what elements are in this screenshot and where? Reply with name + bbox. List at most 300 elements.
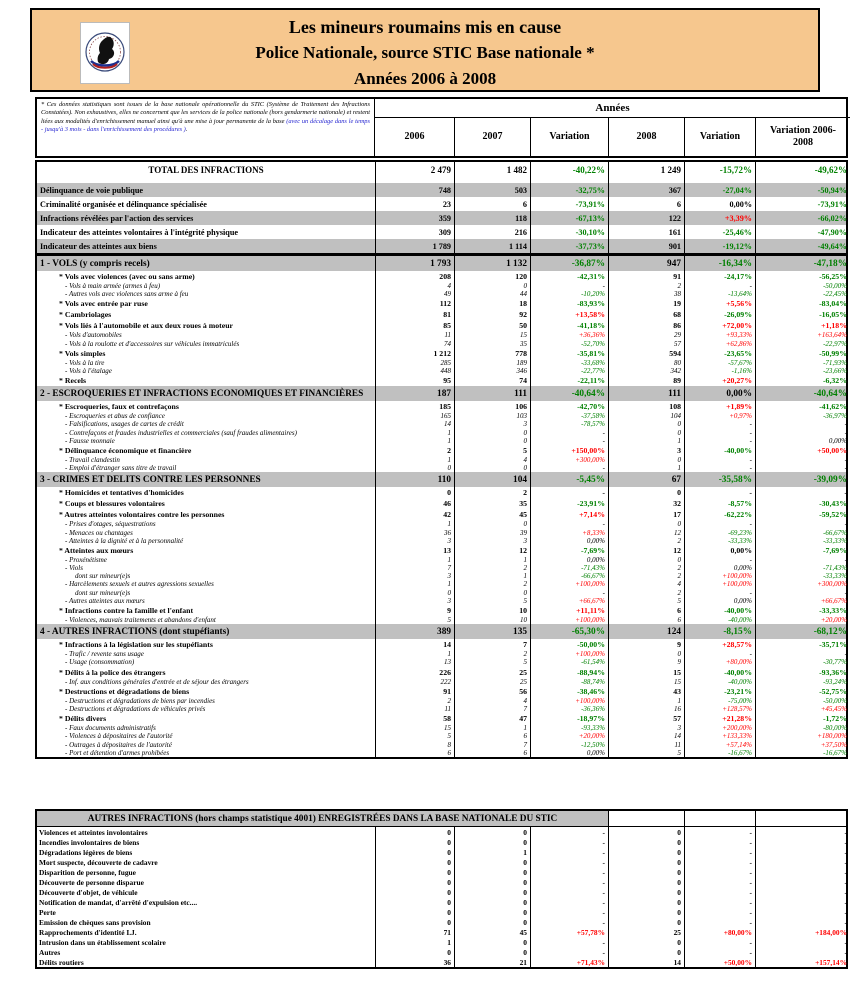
- value-2008: 80: [608, 359, 684, 367]
- variation-0607: -: [530, 907, 608, 917]
- variation-0607: -61,54%: [530, 658, 608, 666]
- value-2008: 14: [608, 732, 684, 740]
- variation-0708: -: [684, 857, 755, 867]
- variation-0607: +100,00%: [530, 616, 608, 624]
- value-2007: 2: [454, 650, 530, 658]
- variation-0607: +100,00%: [530, 697, 608, 705]
- variation-0607: -93,33%: [530, 724, 608, 732]
- value-2008: 5: [608, 749, 684, 757]
- table-row: [37, 705, 846, 713]
- variation-0708: -: [684, 420, 755, 428]
- variation-0608: -49,64%: [755, 239, 850, 253]
- table-row: [37, 520, 846, 528]
- value-2006: 13: [375, 658, 454, 666]
- value-2006: 9: [375, 605, 454, 616]
- years-header: Années: [375, 99, 850, 118]
- variation-0607: -: [530, 947, 608, 957]
- row-label: dont sur mineur(e)s: [75, 588, 131, 597]
- variation-0607: +57,78%: [530, 927, 608, 937]
- value-2006: 42: [375, 509, 454, 520]
- variation-0708: -: [684, 520, 755, 528]
- variation-0708: -19,12%: [684, 239, 755, 253]
- variation-0708: -75,00%: [684, 697, 755, 705]
- variation-0608: -30,43%: [755, 498, 850, 509]
- value-2008: 0: [608, 897, 684, 907]
- value-2007: 103: [454, 412, 530, 420]
- value-2008: 0: [608, 887, 684, 897]
- table-row: [37, 837, 846, 847]
- row-label: - Harcèlements sexuels et autres agressions sexuelles: [65, 580, 214, 589]
- variation-0608: 0,00%: [755, 437, 850, 445]
- variation-0708: -: [684, 429, 755, 437]
- value-2007: 45: [454, 509, 530, 520]
- variation-0608: -23,66%: [755, 367, 850, 375]
- variation-0608: +66,67%: [755, 597, 850, 605]
- value-2006: 226: [375, 667, 454, 678]
- value-2006: 0: [375, 947, 454, 957]
- variation-0607: -22,11%: [530, 375, 608, 386]
- table-row: [37, 545, 846, 556]
- table-row: [37, 572, 846, 580]
- value-2008: 6: [608, 605, 684, 616]
- variation-0607: -33,68%: [530, 359, 608, 367]
- value-2007: 5: [454, 597, 530, 605]
- value-2008: 32: [608, 498, 684, 509]
- value-2007: 346: [454, 367, 530, 375]
- table-row: [37, 537, 846, 545]
- row-label: Autres: [39, 947, 61, 957]
- value-2008: 2: [608, 564, 684, 572]
- variation-0608: -: [755, 897, 850, 907]
- page-subtitle: Police Nationale, source STIC Base nationale *: [255, 43, 595, 62]
- variation-0708: -: [684, 437, 755, 445]
- variation-0608: -: [755, 650, 850, 658]
- row-label: - Vols à main armée (armes à feu): [65, 282, 161, 291]
- variation-0607: -40,22%: [530, 162, 608, 178]
- value-2006: 3: [375, 572, 454, 580]
- value-2008: 0: [608, 917, 684, 927]
- table-row: [37, 639, 846, 650]
- value-2007: 2: [454, 487, 530, 498]
- table-row: [37, 857, 846, 867]
- table-row: [37, 713, 846, 724]
- header-banner: [30, 8, 820, 92]
- variation-0708: -: [684, 282, 755, 290]
- column-headers: [375, 118, 850, 156]
- variation-0608: -83,04%: [755, 298, 850, 309]
- variation-0708: -35,58%: [684, 472, 755, 487]
- variation-0608: +300,00%: [755, 580, 850, 588]
- table-row: [37, 162, 846, 178]
- table-row: [37, 225, 846, 239]
- value-2006: 0: [375, 847, 454, 857]
- variation-0608: -40,64%: [755, 386, 850, 401]
- variation-0708: +50,00%: [684, 957, 755, 967]
- value-2008: 15: [608, 678, 684, 686]
- variation-0607: +100,00%: [530, 650, 608, 658]
- value-2006: 3: [375, 537, 454, 545]
- value-2007: 216: [454, 225, 530, 239]
- value-2006: 1: [375, 456, 454, 464]
- table-row: [37, 420, 846, 428]
- table-row: [37, 947, 846, 957]
- value-2006: 0: [375, 827, 454, 837]
- row-label: - Falsifications, usages de cartes de crédit: [65, 420, 184, 429]
- table-row: [37, 732, 846, 740]
- variation-0608: +1,18%: [755, 320, 850, 331]
- value-2008: 67: [608, 472, 684, 487]
- table-row: [37, 847, 846, 857]
- value-2007: 0: [454, 520, 530, 528]
- table-row: [37, 877, 846, 887]
- variation-0708: -40,00%: [684, 445, 755, 456]
- value-2006: 187: [375, 386, 454, 401]
- variation-0708: -: [684, 947, 755, 957]
- row-label: * Recels: [59, 376, 87, 386]
- value-2006: 359: [375, 211, 454, 225]
- value-2007: 1: [454, 724, 530, 732]
- variation-0607: -: [530, 937, 608, 947]
- table-row: [37, 917, 846, 927]
- variation-0607: -35,81%: [530, 348, 608, 359]
- value-2006: 222: [375, 678, 454, 686]
- variation-0608: +50,00%: [755, 445, 850, 456]
- value-2007: 2: [454, 580, 530, 588]
- value-2006: 1 789: [375, 239, 454, 253]
- empty-cell: [684, 811, 755, 826]
- row-label: Incendies involontaires de biens: [39, 837, 140, 847]
- row-label: * Atteintes aux mœurs: [59, 545, 134, 555]
- variation-0607: -: [530, 827, 608, 837]
- row-label: - Vols à la roulotte et d'accessoires sur véhicules immatriculés: [65, 339, 240, 348]
- variation-0607: +13,58%: [530, 309, 608, 320]
- value-2008: 0: [608, 827, 684, 837]
- variation-0608: -35,71%: [755, 639, 850, 650]
- value-2007: 5: [454, 445, 530, 456]
- value-2006: 74: [375, 340, 454, 348]
- variation-0607: -88,94%: [530, 667, 608, 678]
- value-2006: 1: [375, 437, 454, 445]
- value-2006: 1 212: [375, 348, 454, 359]
- variation-0608: +45,45%: [755, 705, 850, 713]
- variation-0708: -57,67%: [684, 359, 755, 367]
- value-2007: 10: [454, 616, 530, 624]
- variation-0608: -: [755, 907, 850, 917]
- variation-0608: -: [755, 420, 850, 428]
- variation-0608: -30,77%: [755, 658, 850, 666]
- row-label: * Vols avec violences (avec ou sans arme): [59, 272, 195, 281]
- variation-0607: -40,64%: [530, 386, 608, 401]
- value-2008: 9: [608, 639, 684, 650]
- row-label: dont sur mineur(e)s: [75, 572, 131, 581]
- variation-0607: +71,43%: [530, 957, 608, 967]
- value-2008: 901: [608, 239, 684, 253]
- variation-0608: -49,62%: [755, 162, 850, 178]
- variation-0608: -: [755, 464, 850, 472]
- row-label: - Proxénétisme: [65, 555, 107, 564]
- variation-0608: -: [755, 877, 850, 887]
- row-label: Intrusion dans un établissement scolaire: [39, 937, 166, 947]
- table-row: [37, 320, 846, 331]
- table-row: [37, 528, 846, 536]
- table-row: [37, 367, 846, 375]
- value-2006: 1: [375, 650, 454, 658]
- value-2007: 21: [454, 957, 530, 967]
- variation-0608: +20,00%: [755, 616, 850, 624]
- other-infractions-table: [35, 809, 848, 969]
- value-2007: 35: [454, 498, 530, 509]
- stic-footnote: * Ces données statistiques sont issues de la base nationale opérationnelle du STIC (Système de Traitement des Infractions Constatées). Non exhaustives, elles ne concernent que les services de la police nationale (hors gendarmerie nationale) et restent liées aux modalités d'enrichissement manuel ainsi qu'à une mise à jour permanente de la base (avec un décalage dans le temps - jusqu'à 3 mois - dans l'enrichissement des procédures ).: [37, 99, 375, 156]
- variation-0607: -7,69%: [530, 545, 608, 556]
- value-2008: 0: [608, 456, 684, 464]
- value-2008: 19: [608, 298, 684, 309]
- row-label: * Infractions contre la famille et l'enfant: [59, 605, 194, 615]
- variation-0608: -: [755, 827, 850, 837]
- value-2007: 111: [454, 386, 530, 401]
- variation-0607: +100,00%: [530, 580, 608, 588]
- value-2008: 2: [608, 282, 684, 290]
- variation-0608: -16,67%: [755, 749, 850, 757]
- value-2007: 7: [454, 740, 530, 748]
- value-2007: 0: [454, 837, 530, 847]
- variation-0607: -: [530, 897, 608, 907]
- section-header-row: [37, 624, 846, 639]
- variation-0607: -42,31%: [530, 271, 608, 282]
- summary-table: [35, 160, 848, 255]
- variation-0708: -: [684, 837, 755, 847]
- table-row: [37, 937, 846, 947]
- row-label: - Contrefaçons et fraudes industrielles et commerciales (sauf fraudes alimentaires): [65, 428, 297, 437]
- variation-0608: -66,02%: [755, 211, 850, 225]
- variation-0708: -: [684, 867, 755, 877]
- variation-0607: -: [530, 282, 608, 290]
- value-2007: 0: [454, 867, 530, 877]
- value-2007: 0: [454, 857, 530, 867]
- table-row: [37, 927, 846, 937]
- table-row: [37, 724, 846, 732]
- value-2008: 124: [608, 624, 684, 639]
- col-header-2008: 2008: [608, 118, 684, 156]
- value-2008: 0: [608, 847, 684, 857]
- variation-0607: 0,00%: [530, 556, 608, 564]
- table-row: [37, 498, 846, 509]
- col-header-variation-0708: Variation: [684, 118, 755, 156]
- value-2006: 81: [375, 309, 454, 320]
- value-2007: 3: [454, 537, 530, 545]
- variation-0608: +180,00%: [755, 732, 850, 740]
- variation-0708: -8,57%: [684, 498, 755, 509]
- value-2007: 25: [454, 667, 530, 678]
- value-2007: 0: [454, 464, 530, 472]
- variation-0607: -88,74%: [530, 678, 608, 686]
- value-2007: 503: [454, 183, 530, 197]
- value-2008: 2: [608, 572, 684, 580]
- row-label: Découverte de personne disparue: [39, 877, 144, 887]
- variation-0607: -67,13%: [530, 211, 608, 225]
- value-2008: 1: [608, 697, 684, 705]
- table-row: [37, 597, 846, 605]
- variation-0608: -: [755, 917, 850, 927]
- row-label: - Destructions et dégradations de véhicules privés: [65, 704, 206, 713]
- value-2008: 122: [608, 211, 684, 225]
- section-header-row: [37, 386, 846, 401]
- row-label: - Violences, mauvais traitements et abandons d'enfant: [65, 616, 216, 625]
- variation-0608: -33,33%: [755, 537, 850, 545]
- value-2007: 7: [454, 705, 530, 713]
- value-2006: 23: [375, 197, 454, 211]
- value-2006: 0: [375, 877, 454, 887]
- variation-0607: -36,87%: [530, 256, 608, 271]
- variation-0607: +66,67%: [530, 597, 608, 605]
- value-2008: 1 249: [608, 162, 684, 178]
- variation-0708: -16,67%: [684, 749, 755, 757]
- value-2006: 36: [375, 957, 454, 967]
- value-2008: 15: [608, 667, 684, 678]
- value-2007: 1 114: [454, 239, 530, 253]
- variation-0607: -42,70%: [530, 401, 608, 412]
- value-2008: 25: [608, 927, 684, 937]
- row-label: Dégradations légères de biens: [39, 847, 133, 857]
- value-2007: 10: [454, 605, 530, 616]
- table-row: [37, 749, 846, 757]
- col-header-variation-0607: Variation: [530, 118, 608, 156]
- value-2006: 208: [375, 271, 454, 282]
- variation-0708: +21,28%: [684, 713, 755, 724]
- value-2008: 104: [608, 412, 684, 420]
- variation-0607: -37,73%: [530, 239, 608, 253]
- value-2006: 11: [375, 705, 454, 713]
- variation-0608: -47,90%: [755, 225, 850, 239]
- table-row: [37, 445, 846, 456]
- value-2006: 748: [375, 183, 454, 197]
- variation-0608: -22,45%: [755, 290, 850, 298]
- value-2007: 1: [454, 556, 530, 564]
- row-label: 1 - VOLS (y compris recels): [40, 258, 150, 269]
- variation-0608: -: [755, 520, 850, 528]
- row-label: - Menaces ou chantages: [65, 528, 133, 537]
- value-2006: 85: [375, 320, 454, 331]
- value-2006: 91: [375, 686, 454, 697]
- variation-0608: -: [755, 456, 850, 464]
- empty-cell: [608, 811, 684, 826]
- section-header-row: [37, 472, 846, 487]
- table-row: [37, 401, 846, 412]
- row-label: Violences et atteintes involontaires: [39, 827, 148, 837]
- variation-0708: +93,33%: [684, 331, 755, 339]
- value-2007: 6: [454, 197, 530, 211]
- value-2008: 0: [608, 937, 684, 947]
- value-2008: 14: [608, 957, 684, 967]
- variation-0708: -69,23%: [684, 528, 755, 536]
- value-2006: 71: [375, 927, 454, 937]
- other-infractions-title: AUTRES INFRACTIONS (hors champs statistique 4001) ENREGISTRÉES DANS LA BASE NATIONALE DU STIC: [37, 811, 608, 826]
- value-2008: 1: [608, 437, 684, 445]
- value-2007: 120: [454, 271, 530, 282]
- row-label: Mort suspecte, découverte de cadavre: [39, 857, 158, 867]
- value-2006: 1: [375, 429, 454, 437]
- table-row: [37, 331, 846, 339]
- value-2008: 6: [608, 197, 684, 211]
- value-2008: 161: [608, 225, 684, 239]
- value-2007: 0: [454, 429, 530, 437]
- variation-0708: +1,89%: [684, 401, 755, 412]
- table-row: [37, 957, 846, 967]
- row-label: - Outrages à dépositaires de l'autorité: [65, 740, 172, 749]
- value-2007: 50: [454, 320, 530, 331]
- variation-0607: +8,33%: [530, 528, 608, 536]
- value-2007: 0: [454, 917, 530, 927]
- row-label: * Homicides et tentatives d'homicides: [59, 488, 184, 498]
- variation-0708: -40,00%: [684, 678, 755, 686]
- table-row: [37, 309, 846, 320]
- value-2007: 15: [454, 331, 530, 339]
- value-2007: 0: [454, 589, 530, 597]
- row-label: * Délits divers: [59, 714, 107, 724]
- value-2008: 594: [608, 348, 684, 359]
- value-2008: 89: [608, 375, 684, 386]
- variation-0608: -68,12%: [755, 624, 850, 639]
- value-2008: 43: [608, 686, 684, 697]
- variation-0607: +7,14%: [530, 509, 608, 520]
- value-2007: 12: [454, 545, 530, 556]
- value-2007: 0: [454, 827, 530, 837]
- variation-0608: +157,14%: [755, 957, 850, 967]
- variation-0607: -37,58%: [530, 412, 608, 420]
- value-2006: 95: [375, 375, 454, 386]
- variation-0708: +20,27%: [684, 375, 755, 386]
- variation-0608: -50,00%: [755, 697, 850, 705]
- value-2006: 389: [375, 624, 454, 639]
- variation-0608: -50,99%: [755, 348, 850, 359]
- row-label: Découverte d'objet, de véhicule: [39, 887, 138, 897]
- value-2008: 68: [608, 309, 684, 320]
- row-label: Rapprochements d'identité I.J.: [39, 927, 137, 937]
- variation-0708: +80,00%: [684, 658, 755, 666]
- value-2008: 29: [608, 331, 684, 339]
- value-2007: 0: [454, 877, 530, 887]
- table-row: [37, 827, 846, 837]
- table-row: [37, 564, 846, 572]
- table-row: [37, 589, 846, 597]
- table-row: [37, 650, 846, 658]
- variation-0608: -: [755, 847, 850, 857]
- value-2006: 309: [375, 225, 454, 239]
- variation-0708: +28,57%: [684, 639, 755, 650]
- variation-0607: +150,00%: [530, 445, 608, 456]
- value-2006: 0: [375, 487, 454, 498]
- variation-0708: -: [684, 897, 755, 907]
- table-row: [37, 667, 846, 678]
- row-label: * Vols liés à l'automobile et aux deux roues à moteur: [59, 321, 233, 331]
- variation-0607: -: [530, 917, 608, 927]
- value-2008: 0: [608, 556, 684, 564]
- variation-0607: -: [530, 887, 608, 897]
- value-2007: 45: [454, 927, 530, 937]
- value-2006: 1: [375, 520, 454, 528]
- value-2006: 0: [375, 887, 454, 897]
- value-2007: 0: [454, 947, 530, 957]
- variation-0608: -66,67%: [755, 528, 850, 536]
- value-2006: 0: [375, 897, 454, 907]
- variation-0708: +80,00%: [684, 927, 755, 937]
- variation-0608: -33,33%: [755, 572, 850, 580]
- variation-0608: -: [755, 556, 850, 564]
- variation-0607: -78,57%: [530, 420, 608, 428]
- variation-0607: -12,50%: [530, 740, 608, 748]
- value-2008: 0: [608, 520, 684, 528]
- variation-0708: +0,97%: [684, 412, 755, 420]
- value-2008: 0: [608, 877, 684, 887]
